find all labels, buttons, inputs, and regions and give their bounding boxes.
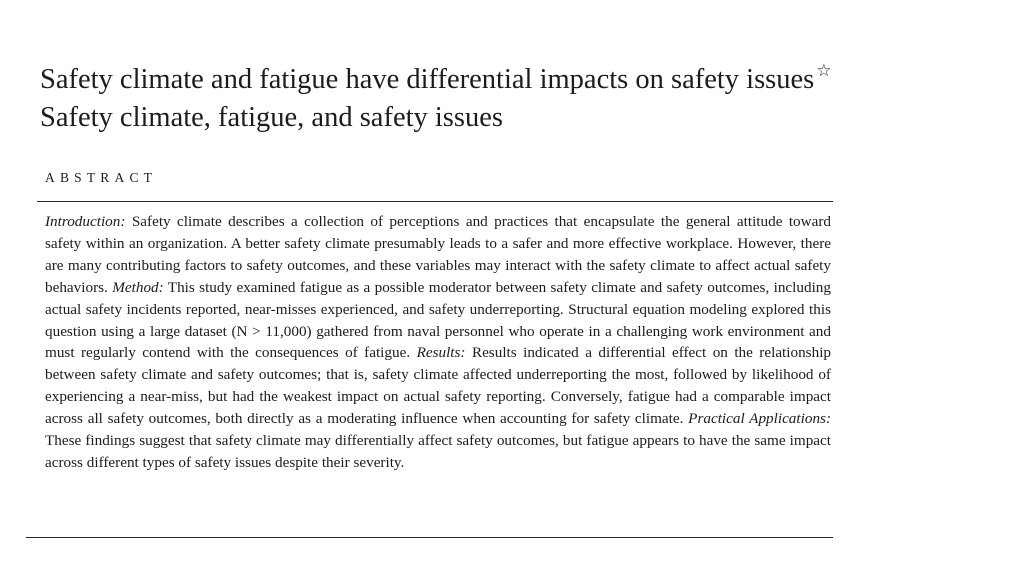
section-text: This study examined fatigue as a possible moderator between safety climate and safety outcomes, including actual safety incidents reported, near-misses experienced, and safety underreporting. Structural equation modeling explored this question using a large dataset (N > 11,000) gathered from naval personnel who operate in a challenging work environment and must regularly contend with the consequences of fatigue. [45,278,831,362]
section-label: Practical Applications: [688,410,832,428]
section-label: Results: [416,344,466,362]
section-label: Method: [112,278,164,296]
article-title-text: Safety climate and fatigue have differential impacts on safety issues [40,64,815,95]
abstract-top-divider [37,201,833,202]
section-text: These findings suggest that safety climate may differentially affect safety outcomes, but fatigue appears to have the same impact across different types of safety issues despite their severity. [45,432,831,471]
title-footnote-star-icon[interactable]: ☆ [816,61,832,80]
article-title-block [40,52,1000,137]
section-label: Introduction: [45,213,126,230]
abstract-bottom-divider [26,537,833,538]
abstract-heading: ABSTRACT [45,170,158,185]
section-text: Results indicated a differential effect on the relationship between safety climate and safety outcomes; that is, safety climate affected underreporting the most, followed by likelihood of experiencing a near-miss, but had the weakest impact on actual safety reporting. Conversely, fatigue had a comparable impact across all safety outcomes, both directly as a moderating influence when accounting for safety climate. [45,344,832,428]
article-title [40,52,1000,99]
abstract-body [45,211,831,474]
section-text: Safety climate describes a collection of perceptions and practices that encapsulate the general attitude toward safety within an organization. A better safety climate presumably leads to a safer and more effective workplace. However, there are many contributing factors to safety outcomes, and these variables may interact with the safety climate to affect actual safety behaviors. [45,213,832,296]
article-subtitle: Safety climate, fatigue, and safety issues [40,102,503,133]
